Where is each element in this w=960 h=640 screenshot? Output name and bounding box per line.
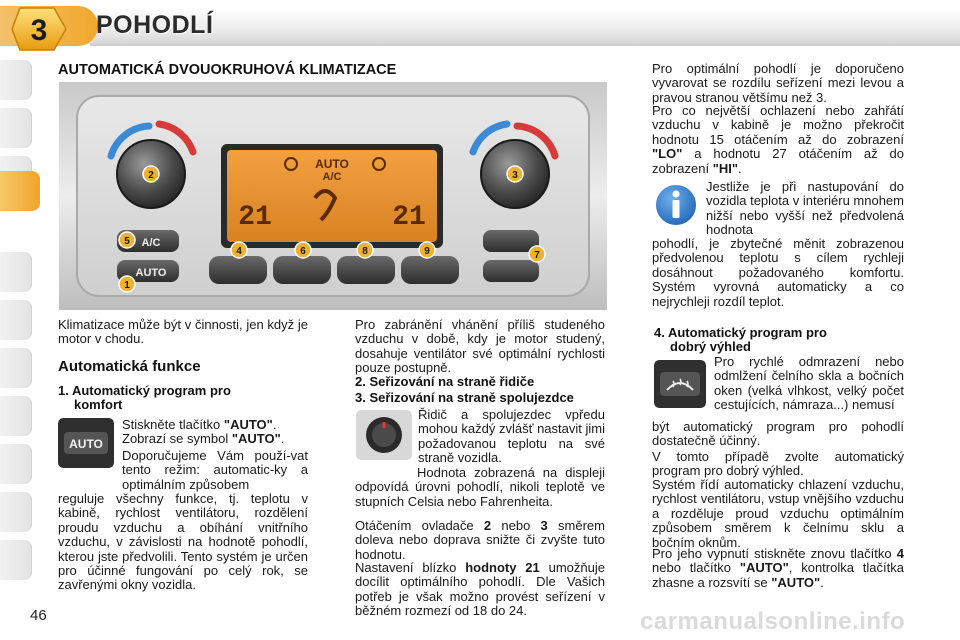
chapter-badge-icon — [10, 6, 68, 52]
display-right-temp: 21 — [392, 202, 426, 233]
side-tab[interactable] — [0, 252, 32, 292]
side-tab[interactable] — [0, 444, 32, 484]
side-tab[interactable] — [0, 540, 32, 580]
col2-para5-a: Nastavení blízko — [355, 560, 457, 575]
col3-item4-title-b: dobrý výhled — [670, 339, 751, 354]
col1-heading: Automatická funkce — [58, 358, 201, 375]
auto-button-icon — [58, 418, 114, 468]
callout-6: 6 — [300, 246, 306, 257]
col1-para-b: reguluje všechny funkce, tj. teplotu v kabině, rychlost ventilátoru, rozdělení proudu vzduchu a obíhání vnitřního vzduchu, v závislosti na hodnotě pohodlí, kterou jste předvolili. Tento systém je určen pro účinné fungování po celý rok, se zavřenými okny vozidla. — [58, 491, 308, 593]
col3-para2-b: a hodnotu 27 otáčením až do zobrazení — [652, 146, 904, 176]
callout-9: 9 — [424, 246, 430, 257]
rear-defrost-button — [401, 256, 459, 284]
callout-2: 2 — [148, 170, 154, 181]
callout-4: 4 — [236, 246, 242, 257]
col3-para7-c: , kontrolka tlačítka zhasne a rozsvítí se — [652, 560, 904, 590]
chapter-title: POHODLÍ — [96, 11, 214, 39]
col3-para7-a: Pro jeho vypnutí stiskněte znovu tlačítko — [652, 546, 892, 561]
col2-para2: Řidič a spolujezdec vpředu mohou každý zvlášť nastavit jimi požadovanou teplotu na své straně vozidla. — [418, 407, 605, 466]
col3-para2-a: Pro co největší ochlazení nebo zahřátí vzduchu v kabině je možno překročit hodnotu 15 otáčením až do zobrazení — [652, 103, 904, 147]
col2-para5 — [355, 561, 605, 619]
air-distribution-button — [273, 256, 331, 284]
page-header — [0, 0, 960, 52]
defrost-button — [209, 256, 267, 284]
fan-down-button — [483, 260, 539, 282]
defrost-button-icon — [654, 360, 706, 408]
col1-shows-line: Zobrazí se symbol "AUTO". — [122, 431, 285, 446]
col3-para1: Pro optimální pohodlí je doporučeno vyvarovat se rozdílu seřízení mezi levou a pravou stranou většímu než 3. — [652, 61, 904, 105]
info-icon — [653, 180, 699, 230]
col1-press-text: Stiskněte tlačítko — [122, 417, 221, 432]
display-left-temp: 21 — [238, 202, 272, 233]
chapter-number: 3 — [30, 14, 48, 47]
col2-para4-k3: 3 — [540, 518, 548, 533]
temperature-knob-icon — [356, 410, 412, 460]
col1-para-a: Doporučujeme Vám použí-vat tento režim: automatic-ky a optimálním způsobem — [122, 448, 308, 492]
side-tab[interactable] — [0, 396, 32, 436]
callout-8: 8 — [362, 246, 368, 257]
ac-button-label: A/C — [141, 237, 161, 249]
col3-para4-a: Pro rychlé odmrazení nebo odmlžení čelního skla a bočních oken (velká vlhkost, velký počet cestujících, námraza...) nemusí — [714, 354, 904, 413]
display-auto-label: AUTO — [315, 157, 349, 171]
callout-1: 1 — [124, 280, 130, 291]
col3-info-b: pohodlí, je zbytečné měnit zobrazenou předvolenou teplotu s cílem rychleji dosáhnout požadovaného komfortu. Systém vyrovná automaticky a co nejrychleji rozdíl teplot. — [652, 236, 904, 309]
col3-para6: Systém řídí automaticky chlazení vzduchu, rychlost ventilátoru, vstup vnějšího vzduchu a rozděluje proud vzduchu optimálním způsobem směrem k čelnímu sklu a bočním oknům. — [652, 477, 904, 550]
col2-para4-k2: 2 — [483, 518, 492, 533]
col3-para2-lo: "LO" — [652, 146, 683, 162]
col2-item3-title: 3. Seřizování na straně spolujezdce — [355, 390, 574, 405]
col3-para7-k: 4 — [896, 546, 904, 561]
section-title: AUTOMATICKÁ DVOUOKRUHOVÁ KLIMATIZACE — [58, 62, 397, 78]
side-tab[interactable] — [0, 60, 32, 100]
col3-info-a: Jestliže je při nastupování do vozidla teplota v interiéru mnohem nižší nebo vyšší než předvolená hodnota — [706, 179, 904, 238]
col2-para4-c: směrem doleva nebo doprava snižte či zvyšte tuto hodnotu. — [355, 518, 605, 562]
side-tab[interactable] — [0, 348, 32, 388]
col1-shows-key: "AUTO" — [231, 431, 281, 446]
auto-picto-label: AUTO — [69, 437, 103, 451]
col3-para7-key: "AUTO" — [739, 560, 789, 576]
col3-para4-b: být automatický program pro pohodlí dostatečně účinný. — [652, 419, 904, 449]
col3-para7-end: "AUTO" — [771, 574, 821, 590]
col3-para7-b: nebo tlačítko — [652, 560, 731, 576]
col2-para5-b: umožňuje docílit optimálního pohodlí. Dle Vašich potřeb je však možno provést seřízení v běžném rozmezí od 18 do 24. — [355, 560, 605, 619]
col1-press-line: Stiskněte tlačítko "AUTO". — [122, 417, 277, 432]
side-tab[interactable] — [0, 300, 32, 340]
side-tab[interactable] — [0, 492, 32, 532]
callout-7: 7 — [534, 250, 540, 261]
watermark: carmanualsonline.info — [640, 608, 906, 635]
col2-item2-title: 2. Seřizování na straně řidiče — [355, 374, 535, 389]
callout-5: 5 — [124, 236, 130, 247]
col1-intro: Klimatizace může být v činnosti, jen když je motor v chodu. — [58, 317, 308, 347]
col1-item1-title: 1. Automatický program pro komfort — [58, 383, 231, 413]
col2-para4-b: nebo — [501, 518, 531, 533]
display-ac-label: A/C — [322, 171, 342, 183]
col3-para7: Pro jeho vypnutí stiskněte znovu tlačítko 4 nebo tlačítko "AUTO", kontrolka tlačítka zhasne a rozsvítí se "AUTO". — [652, 546, 904, 590]
col2-para4 — [355, 519, 605, 562]
callout-3: 3 — [512, 170, 518, 181]
side-tab-active[interactable] — [0, 171, 40, 211]
col3-para5: V tomto případě zvolte automatický program pro dobrý výhled. — [652, 449, 904, 479]
page-number: 46 — [30, 607, 47, 624]
col3-para2: Pro co největší ochlazení nebo zahřátí vzduchu v kabině je možno překročit hodnotu 15 otáčením až do zobrazení "LO" a hodnotu 27 otáčením až do zobrazení "HI". — [652, 103, 904, 176]
col1-shows-text: Zobrazí se symbol — [122, 431, 229, 446]
col1-press-key: "AUTO" — [223, 417, 273, 432]
col2-para5-key: hodnoty 21 — [465, 560, 540, 575]
col2-para3: Hodnota zobrazená na displeji odpovídá úrovni pohodlí, nikoli teplotě ve stupních Celsia nebo Fahrenheita. — [355, 465, 605, 509]
recirculation-button — [337, 256, 395, 284]
col3-item4-title-a: 4. Automatický program pro — [654, 325, 827, 340]
chapter-side-tabs — [0, 58, 44, 578]
auto-button-label: AUTO — [135, 267, 167, 279]
col2-para1: Pro zabránění vhánění příliš studeného vzduchu v době, kdy je motor studený, dosahuje ventilátor své optimální rychlosti pouze postupně. — [355, 317, 605, 376]
side-tab[interactable] — [0, 108, 32, 148]
header-divider — [90, 44, 960, 46]
climate-control-panel-photo — [59, 82, 607, 310]
col3-para2-hi: "HI" — [712, 160, 739, 176]
col2-para4-a: Otáčením ovladače — [355, 518, 474, 533]
